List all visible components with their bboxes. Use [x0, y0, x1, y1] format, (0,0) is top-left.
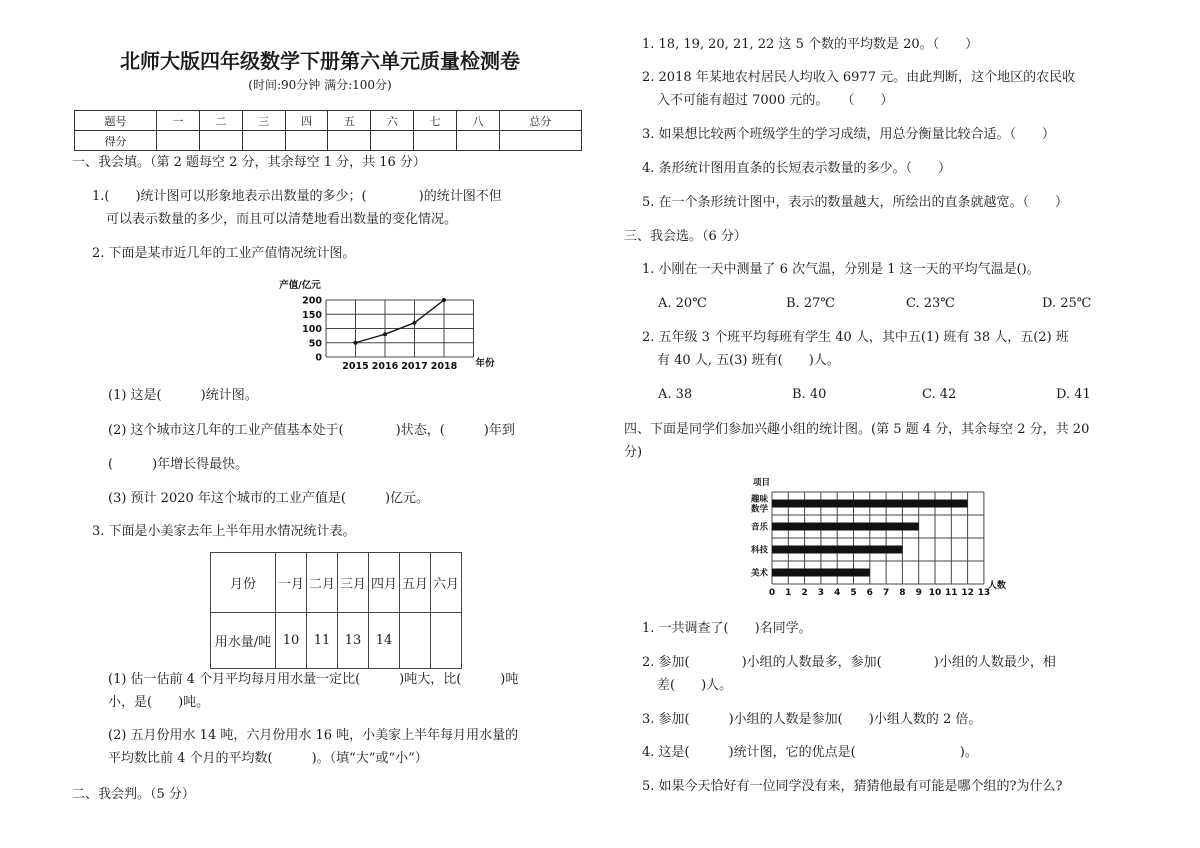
question-text: 差( )人。	[657, 678, 733, 693]
question-text: ( )年增长得最快。	[108, 457, 249, 472]
score-cell: 八	[457, 111, 500, 131]
x-tick-label: 13	[977, 588, 991, 598]
category-label: 数学	[750, 504, 768, 515]
data-point	[413, 321, 417, 325]
exam-info: (时间:90分钟 满分:100分)	[248, 78, 392, 92]
question-text: 可以表示数量的多少，而且可以清楚地看出数量的变化情况。	[106, 212, 458, 227]
water-cell: 10	[276, 613, 307, 669]
question-text: 有 40 人, 五(3) 班有( )人。	[657, 353, 840, 368]
data-point	[442, 298, 446, 302]
question-text: 平均数比前 4 个月的平均数( )。（填“大”或“小”）	[108, 751, 428, 766]
bar-chart	[732, 476, 1032, 604]
water-cell: 一月	[276, 553, 307, 613]
score-input[interactable]	[457, 131, 500, 151]
water-cell: 11	[307, 613, 338, 669]
water-cell: 三月	[338, 553, 369, 613]
x-tick-label: 9	[915, 588, 922, 598]
data-bar	[772, 500, 968, 508]
water-cell	[400, 613, 431, 669]
option-b[interactable]: B. 27℃	[786, 296, 835, 311]
x-tick-label: 5	[850, 588, 857, 598]
judge-item: 5. 在一个条形统计图中，表示的数量越大，所绘出的直条就越宽。（ ）	[642, 195, 1069, 210]
score-input-row	[75, 131, 582, 151]
data-point	[383, 332, 387, 336]
water-cell	[431, 613, 462, 669]
water-cell: 四月	[369, 553, 400, 613]
score-input[interactable]	[328, 131, 371, 151]
x-tick-label: 4	[834, 588, 841, 598]
option-d[interactable]: D. 41	[1056, 387, 1091, 402]
score-table	[74, 110, 582, 151]
category-label: 音乐	[750, 522, 768, 533]
x-tick-label: 2016	[371, 361, 399, 372]
judge-item: 1. 18, 19, 20, 21, 22 这 5 个数的平均数是 20。（ ）	[642, 37, 979, 52]
data-bar	[772, 523, 919, 531]
water-header-row	[211, 553, 462, 613]
x-tick-label: 3	[817, 588, 825, 598]
question-text: 3. 下面是小美家去年上半年用水情况统计表。	[92, 524, 356, 539]
water-cell: 13	[338, 613, 369, 669]
score-header-row	[75, 111, 582, 131]
question-text: 5. 如果今天恰好有一位同学没有来，猜猜他最有可能是哪个组的?为什么?	[642, 779, 1063, 794]
score-cell: 四	[285, 111, 328, 131]
score-input[interactable]	[199, 131, 242, 151]
question-text: 1. 小刚在一天中测量了 6 次气温，分别是 1 这一天的平均气温是()。	[642, 262, 1040, 277]
water-cell: 五月	[400, 553, 431, 613]
score-input[interactable]	[371, 131, 414, 151]
question-text: 3. 参加( )小组的人数是参加( )小组人数的 2 倍。	[642, 712, 982, 727]
judge-item: 2. 2018 年某地农村居民人均收入 6977 元。由此判断，这个地区的农民收	[642, 70, 1076, 85]
score-cell: 七	[414, 111, 457, 131]
water-cell: 14	[369, 613, 400, 669]
category-label: 趣味	[750, 494, 768, 505]
judge-item: 入不可能有超过 7000 元的。 （ ）	[657, 93, 894, 108]
x-tick-label: 2017	[401, 361, 428, 372]
y-tick-label: 0	[315, 352, 322, 364]
y-tick-label: 100	[302, 324, 322, 335]
question-text: (3) 预计 2020 年这个城市的工业产值是( )亿元。	[108, 491, 430, 506]
question-text: (1) 估一估前 4 个月平均每月用水量一定比( )吨大，比( )吨	[108, 672, 519, 687]
x-tick-label: 11	[945, 588, 958, 598]
water-cell: 用水量/吨	[211, 613, 276, 669]
data-bar	[772, 569, 870, 577]
score-input[interactable]	[242, 131, 285, 151]
x-axis-label: 年份	[475, 358, 495, 369]
question-text: (2) 五月份用水 14 吨，六月份用水 16 吨，小美家上半年每月用水量的	[108, 728, 519, 743]
option-c[interactable]: C. 23℃	[906, 296, 955, 311]
option-c[interactable]: C. 42	[922, 387, 957, 402]
option-d[interactable]: D. 25℃	[1042, 296, 1092, 311]
x-tick-label: 2	[801, 588, 808, 598]
x-tick-label: 2018	[430, 361, 458, 372]
x-tick-label: 1	[785, 588, 792, 598]
score-input[interactable]	[285, 131, 328, 151]
score-cell: 六	[371, 111, 414, 131]
section-3-heading: 三、我会选。（6 分）	[624, 229, 747, 244]
question-text: 2. 下面是某市近几年的工业产值情况统计图。	[92, 246, 356, 261]
y-tick-label: 150	[302, 309, 322, 321]
question-text: 1.( )统计图可以形象地表示出数量的多少；( )的统计图不但	[92, 189, 502, 204]
x-tick-label: 10	[928, 588, 942, 598]
category-label: 美术	[750, 568, 768, 579]
question-text: 1. 一共调查了( )名同学。	[642, 621, 812, 636]
x-tick-label: 8	[899, 588, 906, 598]
score-cell: 三	[242, 111, 285, 131]
section-4-heading-cont: 分)	[624, 445, 643, 460]
line-chart	[210, 276, 495, 376]
water-value-row	[211, 613, 462, 669]
water-cell: 六月	[431, 553, 462, 613]
section-4-heading: 四、下面是同学们参加兴趣小组的统计图。(第 5 题 4 分，其余每空 2 分，共 20	[624, 422, 1090, 437]
score-cell: 总分	[499, 111, 581, 131]
option-a[interactable]: A. 20℃	[658, 296, 707, 311]
x-tick-label: 0	[768, 588, 776, 598]
x-tick-label: 6	[866, 588, 873, 598]
y-tick-label: 200	[302, 295, 322, 307]
x-tick-label: 2015	[342, 361, 369, 372]
option-b[interactable]: B. 40	[792, 387, 827, 402]
score-input[interactable]	[157, 131, 200, 151]
score-cell: 得分	[75, 131, 157, 151]
water-cell: 月份	[211, 553, 276, 613]
data-point	[354, 341, 358, 345]
water-usage-table	[210, 552, 462, 669]
x-axis-label: 人数	[987, 581, 1006, 591]
option-a[interactable]: A. 38	[658, 387, 693, 402]
question-text: 小，是( )吨。	[108, 695, 210, 710]
section-1-heading: 一、我会填。（第 2 题每空 2 分，其余每空 1 分，共 16 分）	[72, 155, 426, 170]
data-bar	[772, 546, 902, 554]
score-cell: 题号	[75, 111, 157, 131]
x-tick-label: 7	[882, 588, 890, 598]
section-2-heading: 二、我会判。（5 分）	[72, 787, 195, 802]
data-line	[356, 300, 445, 343]
question-text: 2. 参加( )小组的人数最多，参加( )小组的人数最少，相	[642, 655, 1056, 670]
question-text: 2. 五年级 3 个班平均每班有学生 40 人，其中五(1) 班有 38 人，五(2) 班	[642, 330, 1069, 345]
score-cell: 一	[157, 111, 200, 131]
question-text: (1) 这是( )统计图。	[108, 388, 258, 403]
x-tick-label: 12	[961, 588, 974, 598]
score-input[interactable]	[499, 131, 581, 151]
judge-item: 4. 条形统计图用直条的长短表示数量的多少。（ ）	[642, 161, 952, 176]
score-cell: 二	[199, 111, 242, 131]
judge-item: 3. 如果想比较两个班级学生的学习成绩，用总分衡量比较合适。（ ）	[642, 127, 1056, 142]
question-text: (2) 这个城市这几年的工业产值基本处于( )状态，( )年到	[108, 423, 515, 438]
score-input[interactable]	[414, 131, 457, 151]
y-axis-label: 产值/亿元	[279, 280, 321, 291]
category-label: 科技	[750, 545, 768, 556]
y-tick-label: 50	[308, 338, 322, 350]
page-title: 北师大版四年级数学下册第六单元质量检测卷	[120, 49, 520, 73]
water-cell: 二月	[307, 553, 338, 613]
y-axis-label: 项目	[752, 478, 770, 488]
question-text: 4. 这是( )统计图，它的优点是( )。	[642, 745, 978, 760]
score-cell: 五	[328, 111, 371, 131]
